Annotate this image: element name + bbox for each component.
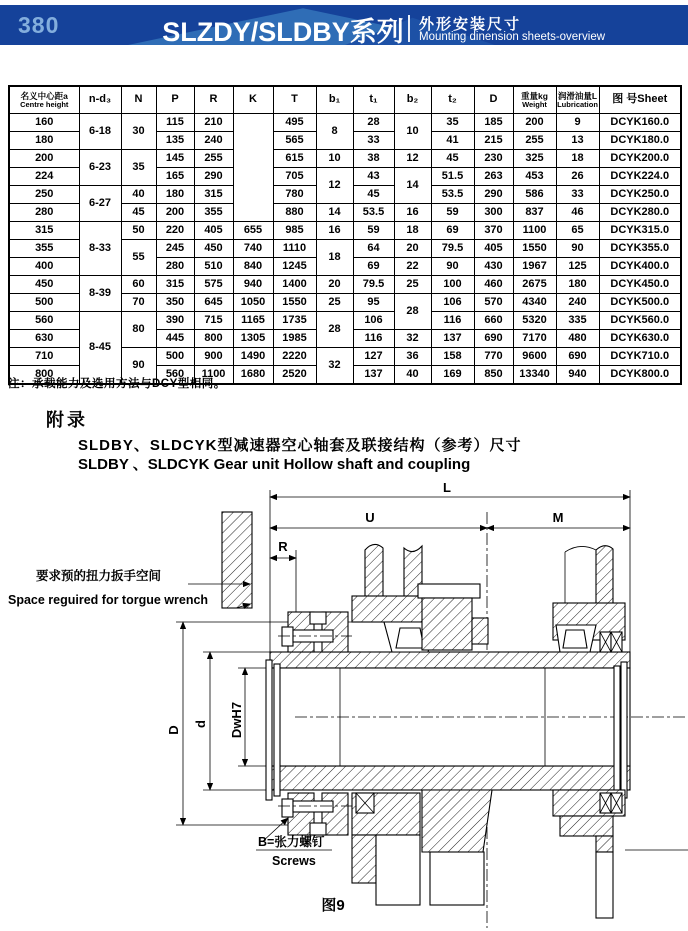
table-cell: 220: [156, 222, 194, 240]
table-cell: 450: [194, 240, 233, 258]
table-cell: 715: [194, 312, 233, 330]
table-cell: 30: [121, 114, 156, 150]
appendix-title-zh: SLDBY、SLDCYK型减速器空心轴套及联接结构（参考）尺寸: [78, 437, 522, 454]
table-cell: 1550: [273, 294, 316, 312]
table-cell: 135: [156, 132, 194, 150]
table-cell: 560: [9, 312, 79, 330]
table-cell: 840: [233, 258, 273, 276]
table-cell: 705: [273, 168, 316, 186]
col-header: N: [121, 86, 156, 114]
table-cell: 1165: [233, 312, 273, 330]
mounting-wall: [222, 512, 252, 608]
table-cell: 770: [474, 348, 513, 366]
col-header: 名义中心距a Centre height: [9, 86, 79, 114]
table-cell: DCYK500.0: [599, 294, 681, 312]
dim-L-label: L: [443, 480, 451, 495]
table-cell: 6-27: [79, 186, 121, 222]
table-cell: 115: [156, 114, 194, 132]
dim-M-label: M: [552, 510, 564, 525]
table-cell: 405: [474, 240, 513, 258]
table-cell: 710: [9, 348, 79, 366]
table-cell: 45: [121, 204, 156, 222]
table-cell: 495: [273, 114, 316, 132]
table-cell: 1050: [233, 294, 273, 312]
table-cell: 64: [353, 240, 394, 258]
banner-subtitle-en: Mounting dinension sheets-overview: [419, 31, 606, 43]
table-row: [9, 114, 681, 132]
table-cell: 6-18: [79, 114, 121, 150]
table-cell: 69: [353, 258, 394, 276]
table-cell: 880: [273, 204, 316, 222]
col-header: R: [194, 86, 233, 114]
table-cell: DCYK315.0: [599, 222, 681, 240]
table-cell: 8-39: [79, 276, 121, 312]
table-cell: 95: [353, 294, 394, 312]
table-cell: 28: [394, 294, 431, 330]
table-cell: 290: [194, 168, 233, 186]
table-cell: 837: [513, 204, 556, 222]
table-cell: 450: [9, 276, 79, 294]
table-cell: 127: [353, 348, 394, 366]
table-cell: 740: [233, 240, 273, 258]
col-header: b₁: [316, 86, 353, 114]
table-cell: 690: [474, 330, 513, 348]
table-cell: 12: [316, 168, 353, 204]
table-cell: 18: [556, 150, 599, 168]
table-cell: 20: [394, 240, 431, 258]
col-header: 润滑油量L Lubrication: [556, 86, 599, 114]
table-cell: 5320: [513, 312, 556, 330]
table-cell: 20: [316, 276, 353, 294]
table-cell: 8-33: [79, 222, 121, 276]
table-cell: 16: [316, 222, 353, 240]
table-cell: 59: [431, 204, 474, 222]
table-cell: 45: [353, 186, 394, 204]
table-cell: 180: [9, 132, 79, 150]
table-cell: 106: [431, 294, 474, 312]
table-cell: 210: [194, 114, 233, 132]
torque-note-en: Space reguired for torgue wrench: [8, 593, 209, 607]
table-row: [9, 150, 681, 168]
col-header: K: [233, 86, 273, 114]
table-cell: 51.5: [431, 168, 474, 186]
table-cell: 200: [9, 150, 79, 168]
table-cell: 12: [394, 150, 431, 168]
table-cell: 800: [9, 366, 79, 385]
table-cell: 940: [233, 276, 273, 294]
table-cell: 180: [156, 186, 194, 204]
hollow-shaft: [266, 652, 688, 800]
header-row: [9, 86, 681, 114]
dim-U-label: U: [365, 510, 375, 525]
torque-wrench-note: [8, 568, 250, 608]
dim-R-label: R: [278, 539, 288, 554]
table-cell: 28: [353, 114, 394, 132]
shrink-disc-lower: [278, 793, 352, 835]
table-cell: DCYK710.0: [599, 348, 681, 366]
table-cell: 40: [394, 366, 431, 385]
dim-D-label: D: [166, 725, 181, 735]
table-cell: 53.5: [431, 186, 474, 204]
screws-label-zh: B=张力螺钉: [258, 835, 325, 849]
appendix-label: 附录: [46, 410, 88, 430]
table-note: 注：承载能力及选用方法与DCY型相同。: [8, 378, 226, 390]
table-cell: 900: [194, 348, 233, 366]
dim-d-label: d: [193, 720, 208, 728]
table-cell: 25: [394, 276, 431, 294]
table-cell: 335: [556, 312, 599, 330]
table-cell: 224: [9, 168, 79, 186]
table-cell: 8: [316, 114, 353, 150]
table-cell: 315: [194, 186, 233, 204]
table-cell: 116: [431, 312, 474, 330]
table-cell: 59: [353, 222, 394, 240]
hub-and-bearing-right: [553, 546, 625, 652]
appendix-title-en: SLDBY 、SLDCYK Gear unit Hollow shaft and coupling: [78, 456, 471, 473]
table-cell: 300: [474, 204, 513, 222]
table-cell: 230: [474, 150, 513, 168]
table-cell: 940: [556, 366, 599, 385]
table-cell: 400: [9, 258, 79, 276]
table-cell: 35: [121, 150, 156, 186]
table-cell: [233, 114, 273, 222]
table-cell: DCYK160.0: [599, 114, 681, 132]
table-cell: 55: [121, 240, 156, 276]
banner-divider: [408, 15, 410, 42]
col-header: T: [273, 86, 316, 114]
table-cell: 125: [556, 258, 599, 276]
table-cell: 453: [513, 168, 556, 186]
hub-and-bearing-lower: [352, 790, 492, 905]
table-cell: 6-23: [79, 150, 121, 186]
col-header: D: [474, 86, 513, 114]
table-cell: 660: [474, 312, 513, 330]
table-cell: 22: [394, 258, 431, 276]
table-cell: 32: [316, 348, 353, 385]
table-cell: 28: [316, 312, 353, 348]
table-cell: 145: [156, 150, 194, 168]
table-cell: 1490: [233, 348, 273, 366]
series-title: SLZDY/SLDBY系列: [162, 17, 404, 45]
table-cell: 158: [431, 348, 474, 366]
table-cell: 14: [394, 168, 431, 204]
table-cell: DCYK250.0: [599, 186, 681, 204]
spec-table: [8, 85, 682, 385]
table-cell: 9: [556, 114, 599, 132]
table-cell: 255: [194, 150, 233, 168]
table-cell: 390: [156, 312, 194, 330]
table-cell: 480: [556, 330, 599, 348]
table-cell: 90: [121, 348, 156, 385]
table-cell: 69: [431, 222, 474, 240]
table-cell: DCYK200.0: [599, 150, 681, 168]
table-cell: 180: [556, 276, 599, 294]
table-cell: 560: [156, 366, 194, 385]
table-cell: 350: [156, 294, 194, 312]
table-cell: 1735: [273, 312, 316, 330]
table-cell: 800: [194, 330, 233, 348]
table-cell: 45: [431, 150, 474, 168]
table-cell: 355: [9, 240, 79, 258]
screws-label-en: Screws: [272, 854, 316, 868]
table-cell: 41: [431, 132, 474, 150]
table-cell: DCYK630.0: [599, 330, 681, 348]
table-cell: 43: [353, 168, 394, 186]
table-cell: 16: [394, 204, 431, 222]
table-row: [9, 222, 681, 240]
table-cell: 1967: [513, 258, 556, 276]
dim-DwH7-label: DwH7: [229, 701, 244, 739]
col-header: 图 号Sheet: [599, 86, 681, 114]
table-cell: 32: [394, 330, 431, 348]
col-header: t₂: [431, 86, 474, 114]
table-cell: 160: [9, 114, 79, 132]
table-cell: 200: [156, 204, 194, 222]
table-cell: 250: [9, 186, 79, 204]
table-cell: 2675: [513, 276, 556, 294]
table-cell: 1110: [273, 240, 316, 258]
col-header: n-d₃: [79, 86, 121, 114]
table-cell: 137: [353, 366, 394, 385]
table-cell: 10: [394, 114, 431, 150]
gear-unit-drawing: [0, 478, 688, 931]
table-cell: 79.5: [353, 276, 394, 294]
table-cell: 586: [513, 186, 556, 204]
table-cell: 240: [194, 132, 233, 150]
table-cell: 460: [474, 276, 513, 294]
table-cell: 185: [474, 114, 513, 132]
table-cell: 50: [121, 222, 156, 240]
table-cell: 370: [474, 222, 513, 240]
table-cell: 575: [194, 276, 233, 294]
table-cell: 690: [556, 348, 599, 366]
table-cell: 1100: [513, 222, 556, 240]
table-cell: 245: [156, 240, 194, 258]
table-cell: 38: [353, 150, 394, 168]
table-cell: 325: [513, 150, 556, 168]
table-cell: 26: [556, 168, 599, 186]
table-cell: 35: [431, 114, 474, 132]
table-cell: 33: [353, 132, 394, 150]
table-cell: 53.5: [353, 204, 394, 222]
table-cell: 263: [474, 168, 513, 186]
table-cell: 290: [474, 186, 513, 204]
table-cell: 2520: [273, 366, 316, 385]
col-header: t₁: [353, 86, 394, 114]
page-number: 380: [18, 12, 60, 38]
table-cell: 90: [431, 258, 474, 276]
table-cell: 60: [121, 276, 156, 294]
table-cell: 570: [474, 294, 513, 312]
table-cell: 4340: [513, 294, 556, 312]
page-banner: [0, 5, 688, 45]
table-cell: DCYK450.0: [599, 276, 681, 294]
table-cell: 510: [194, 258, 233, 276]
table-row: [9, 276, 681, 294]
table-cell: 100: [431, 276, 474, 294]
table-cell: DCYK280.0: [599, 204, 681, 222]
table-cell: 90: [556, 240, 599, 258]
table-cell: 315: [9, 222, 79, 240]
table-cell: 165: [156, 168, 194, 186]
table-cell: 780: [273, 186, 316, 204]
table-cell: 7170: [513, 330, 556, 348]
table-cell: 18: [394, 222, 431, 240]
table-cell: 630: [9, 330, 79, 348]
col-header: P: [156, 86, 194, 114]
torque-note-zh: 要求预的扭力扳手空间: [36, 569, 162, 583]
table-cell: 655: [233, 222, 273, 240]
table-cell: 850: [474, 366, 513, 385]
figure-caption: 图9: [321, 897, 345, 914]
table-cell: 14: [316, 204, 353, 222]
table-cell: 1100: [194, 366, 233, 385]
table-cell: 169: [431, 366, 474, 385]
table-cell: 36: [394, 348, 431, 366]
table-cell: 70: [121, 294, 156, 312]
table-cell: 18: [316, 240, 353, 276]
table-cell: 445: [156, 330, 194, 348]
table-cell: 1985: [273, 330, 316, 348]
table-cell: DCYK180.0: [599, 132, 681, 150]
table-cell: 10: [316, 150, 353, 168]
table-cell: 137: [431, 330, 474, 348]
table-cell: 8-45: [79, 312, 121, 385]
col-header: 重量kg Weight: [513, 86, 556, 114]
shrink-disc-upper: [278, 612, 352, 652]
table-cell: 280: [156, 258, 194, 276]
table-cell: 2220: [273, 348, 316, 366]
table-cell: 215: [474, 132, 513, 150]
table-cell: DCYK224.0: [599, 168, 681, 186]
table-cell: 565: [273, 132, 316, 150]
table-cell: 1245: [273, 258, 316, 276]
table-cell: 405: [194, 222, 233, 240]
table-row: [9, 312, 681, 330]
table-cell: 430: [474, 258, 513, 276]
table-cell: 79.5: [431, 240, 474, 258]
table-cell: 315: [156, 276, 194, 294]
table-cell: DCYK355.0: [599, 240, 681, 258]
table-cell: 33: [556, 186, 599, 204]
table-cell: 200: [513, 114, 556, 132]
table-cell: 500: [9, 294, 79, 312]
table-cell: 255: [513, 132, 556, 150]
table-cell: 645: [194, 294, 233, 312]
table-cell: 355: [194, 204, 233, 222]
table-cell: 116: [353, 330, 394, 348]
table-cell: 46: [556, 204, 599, 222]
table-cell: DCYK560.0: [599, 312, 681, 330]
table-cell: 25: [316, 294, 353, 312]
table-cell: 615: [273, 150, 316, 168]
coupling-upper: [418, 584, 488, 650]
table-cell: 985: [273, 222, 316, 240]
table-cell: 65: [556, 222, 599, 240]
table-cell: 1305: [233, 330, 273, 348]
table-cell: 1550: [513, 240, 556, 258]
bearing-lower-right: [553, 790, 688, 918]
table-cell: 106: [353, 312, 394, 330]
table-cell: 500: [156, 348, 194, 366]
table-cell: 13: [556, 132, 599, 150]
table-cell: DCYK800.0: [599, 366, 681, 385]
table-cell: 240: [556, 294, 599, 312]
table-cell: DCYK400.0: [599, 258, 681, 276]
banner-subtitle-zh: 外形安装尺寸: [419, 16, 522, 33]
table-cell: 80: [121, 312, 156, 348]
table-cell: 1680: [233, 366, 273, 385]
table-cell: 280: [9, 204, 79, 222]
col-header: b₂: [394, 86, 431, 114]
table-cell: 9600: [513, 348, 556, 366]
table-cell: 13340: [513, 366, 556, 385]
table-cell: 40: [121, 186, 156, 204]
table-cell: 1400: [273, 276, 316, 294]
